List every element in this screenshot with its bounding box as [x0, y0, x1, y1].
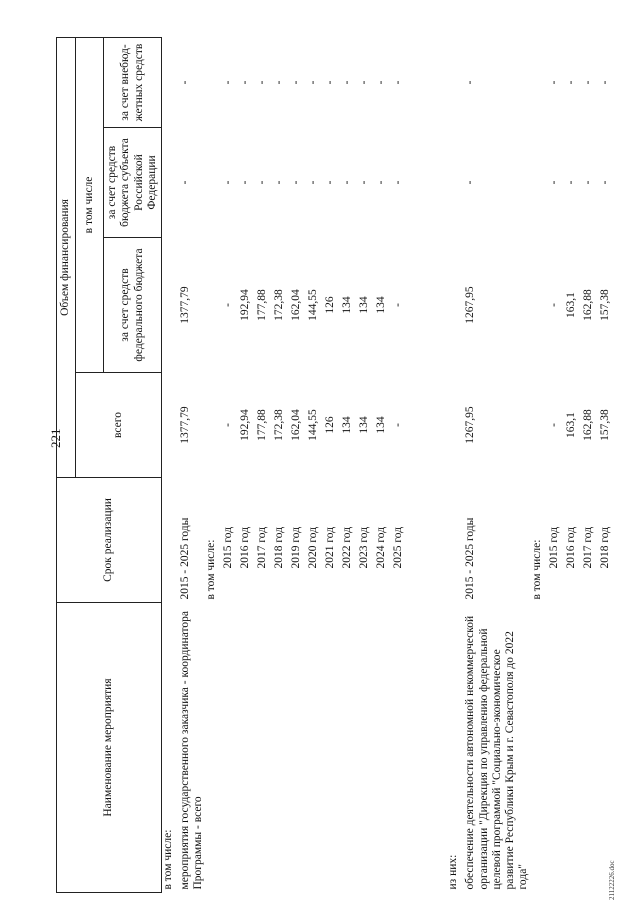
cell-subject: - [358, 180, 371, 185]
col-volume-header: Объем финансирования [57, 37, 76, 477]
cell-subject: - [179, 180, 191, 185]
cell-extra: - [239, 80, 252, 85]
cell-total: - [547, 423, 560, 427]
cell-name [565, 603, 582, 893]
cell-total: 177,88 [256, 409, 269, 441]
cell-name [409, 603, 447, 893]
table-row [290, 37, 307, 892]
cell-subject: - [239, 180, 252, 185]
cell-extra [205, 37, 222, 127]
cell-name [307, 603, 324, 893]
cell-total: 134 [341, 416, 354, 434]
cell-extra: - [222, 80, 235, 85]
page-number: 221 [48, 428, 63, 448]
cell-name [239, 603, 256, 893]
cell-subject: - [341, 180, 354, 185]
cell-name [341, 603, 358, 893]
cell-subject: - [307, 180, 320, 185]
cell-extra: - [598, 80, 611, 85]
cell-total [162, 373, 180, 478]
cell-name: обеспечение деятельности автономной некоммерческой организации "Дирекция по управлению федеральной целевой программой "Социально-экономическое развитие Республики Крым и г. Севастополя до 2022 года" [464, 615, 530, 890]
table-row [409, 37, 447, 892]
cell-extra: - [273, 80, 286, 85]
cell-period: 2018 год [273, 526, 286, 569]
cell-total: 172,38 [273, 409, 286, 441]
cell-total: - [222, 423, 235, 427]
table-row [548, 37, 565, 892]
cell-federal: - [222, 303, 235, 307]
cell-extra: - [324, 80, 337, 85]
document-id: 21122226.doc [608, 860, 616, 900]
cell-federal [531, 238, 548, 373]
cell-subject: - [392, 180, 405, 185]
cell-extra [531, 37, 548, 127]
table-row [222, 37, 239, 892]
cell-federal: 144,55 [307, 289, 320, 321]
table-row [375, 37, 392, 892]
cell-subject [531, 128, 548, 238]
cell-period: 2017 год [256, 526, 269, 569]
cell-subject: - [581, 180, 594, 185]
table-row [239, 37, 256, 892]
cell-period: 2018 год [598, 526, 611, 569]
col-total-header: всего [76, 373, 162, 478]
cell-total [409, 373, 447, 478]
cell-federal: 134 [358, 296, 371, 314]
cell-name [375, 603, 392, 893]
cell-name [256, 603, 273, 893]
cell-total: 162,88 [581, 409, 594, 441]
cell-total [447, 373, 464, 478]
cell-federal [205, 238, 222, 373]
cell-period: 2022 год [341, 526, 354, 569]
cell-total: 126 [324, 416, 337, 434]
cell-name: в том числе: [162, 829, 174, 890]
table-row [599, 37, 616, 892]
cell-period: 2015 год [547, 526, 560, 569]
table-row [531, 37, 548, 892]
cell-subject: - [375, 180, 388, 185]
cell-total: 1267,95 [464, 406, 477, 444]
cell-federal: 163,1 [564, 292, 577, 318]
cell-federal: 172,38 [273, 289, 286, 321]
cell-total: - [392, 423, 405, 427]
cell-subject: - [464, 180, 477, 185]
cell-name [582, 603, 599, 893]
cell-period: 2019 год [290, 526, 303, 569]
col-extra-header: за счет внебюд-жетных средств [104, 37, 162, 127]
cell-period: 2015 - 2025 годы [179, 517, 191, 600]
cell-name: из них: [447, 854, 460, 890]
cell-period: 2015 - 2025 годы [464, 517, 477, 600]
table-row [256, 37, 273, 892]
cell-subject: - [564, 180, 577, 185]
cell-federal: 134 [341, 296, 354, 314]
table-body [162, 37, 616, 892]
cell-name [531, 603, 548, 893]
cell-period: 2025 год [392, 526, 405, 569]
cell-subject: - [547, 180, 560, 185]
cell-subject [447, 128, 464, 238]
cell-federal: 157,38 [598, 289, 611, 321]
table-row [179, 37, 205, 892]
table-row [324, 37, 341, 892]
table-row [307, 37, 324, 892]
table-row [582, 37, 599, 892]
cell-period: в том числе: [530, 539, 543, 600]
cell-total [205, 373, 222, 478]
cell-extra: - [464, 80, 477, 85]
table-row [205, 37, 222, 892]
cell-federal: 1377,79 [179, 286, 191, 324]
table-row [358, 37, 375, 892]
cell-extra: - [358, 80, 371, 85]
cell-name [324, 603, 341, 893]
cell-subject: - [324, 180, 337, 185]
cell-name [548, 603, 565, 893]
cell-subject: - [290, 180, 303, 185]
table-row [341, 37, 358, 892]
cell-period [409, 478, 447, 603]
cell-period: 2020 год [307, 526, 320, 569]
table-row [273, 37, 290, 892]
col-period-header: Срок реализации [57, 478, 162, 603]
cell-extra: - [375, 80, 388, 85]
cell-extra: - [307, 80, 320, 85]
cell-extra: - [392, 80, 405, 85]
cell-name [392, 603, 409, 893]
cell-extra: - [581, 80, 594, 85]
cell-subject [162, 128, 180, 238]
table-row [447, 37, 464, 892]
cell-total: 134 [358, 416, 371, 434]
cell-period: 2017 год [581, 526, 594, 569]
cell-extra: - [290, 80, 303, 85]
cell-extra: - [256, 80, 269, 85]
cell-federal: 177,88 [256, 289, 269, 321]
cell-federal: 1267,95 [464, 286, 477, 324]
cell-period: в том числе: [205, 539, 218, 600]
cell-federal: - [547, 303, 560, 307]
cell-federal: 126 [324, 296, 337, 314]
cell-federal: 134 [375, 296, 388, 314]
cell-total: 134 [375, 416, 388, 434]
cell-federal: - [392, 303, 405, 307]
col-incl-header: в том числе [76, 37, 104, 372]
cell-name [599, 603, 616, 893]
cell-federal: 192,94 [239, 289, 252, 321]
financing-table [56, 37, 616, 893]
cell-subject: - [273, 180, 286, 185]
cell-total: 162,04 [290, 409, 303, 441]
col-subject-header: за счет средств бюджета субъекта Российской Федерации [104, 128, 162, 238]
table-row [464, 37, 530, 892]
cell-name [273, 603, 290, 893]
cell-federal [162, 238, 180, 373]
cell-name [205, 603, 222, 893]
cell-subject [205, 128, 222, 238]
cell-period: 2015 год [222, 526, 235, 569]
cell-subject: - [222, 180, 235, 185]
table-row [392, 37, 409, 892]
cell-extra [447, 37, 464, 127]
cell-total: 157,38 [598, 409, 611, 441]
cell-name [222, 603, 239, 893]
cell-extra [162, 37, 180, 127]
cell-subject [409, 128, 447, 238]
cell-total [531, 373, 548, 478]
cell-period [447, 478, 464, 603]
cell-federal [409, 238, 447, 373]
cell-total: 144,55 [307, 409, 320, 441]
cell-period: 2016 год [239, 526, 252, 569]
cell-period: 2016 год [564, 526, 577, 569]
cell-extra: - [547, 80, 560, 85]
cell-extra [409, 37, 447, 127]
table-row [162, 37, 180, 892]
cell-extra: - [179, 80, 191, 85]
cell-federal [447, 238, 464, 373]
cell-period: 2021 год [324, 526, 337, 569]
financing-table-container [56, 38, 611, 893]
cell-subject: - [256, 180, 269, 185]
col-name-header: Наименование мероприятия [57, 603, 162, 893]
cell-total: 192,94 [239, 409, 252, 441]
col-federal-header: за счет средств федерального бюджета [104, 238, 162, 373]
cell-name: мероприятия государственного заказчика - координатора Программы - всего [179, 611, 205, 890]
cell-extra: - [564, 80, 577, 85]
cell-period [162, 478, 180, 603]
cell-name [290, 603, 307, 893]
cell-subject: - [598, 180, 611, 185]
cell-period: 2024 год [375, 526, 388, 569]
cell-federal: 162,88 [581, 289, 594, 321]
cell-total: 1377,79 [179, 406, 191, 444]
cell-extra: - [341, 80, 354, 85]
cell-period: 2023 год [358, 526, 371, 569]
cell-federal: 162,04 [290, 289, 303, 321]
table-row [565, 37, 582, 892]
cell-total: 163,1 [564, 412, 577, 438]
cell-name [358, 603, 375, 893]
